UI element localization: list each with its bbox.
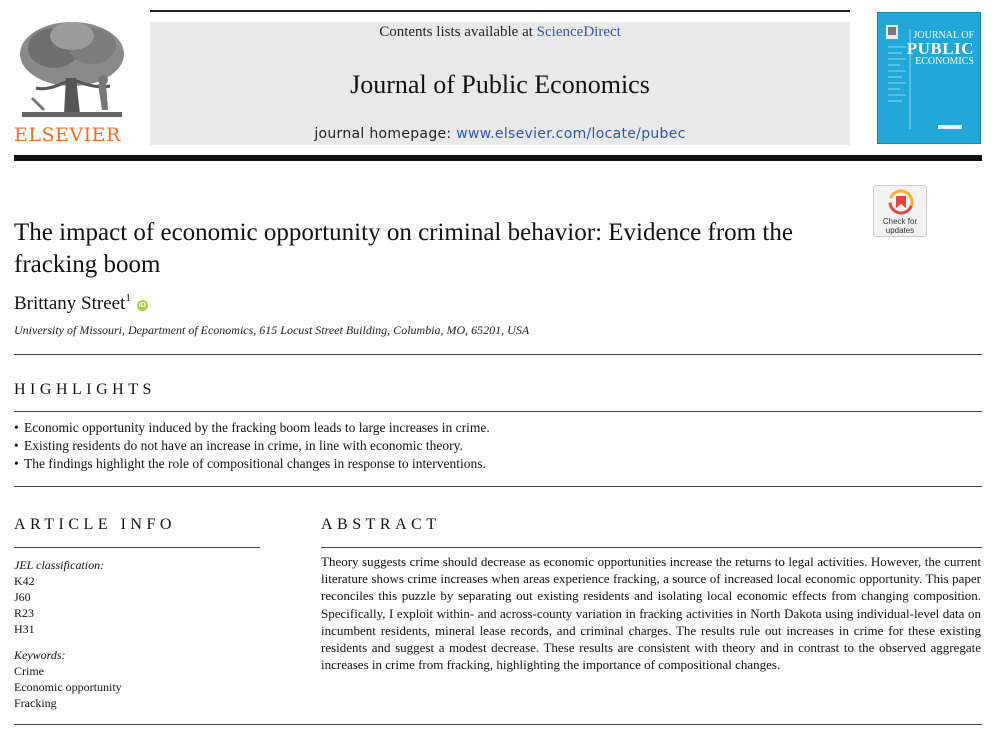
homepage-line	[150, 126, 850, 142]
author-line	[14, 292, 148, 315]
title-divider	[14, 354, 982, 355]
journal-banner	[150, 22, 850, 145]
highlight-text: Economic opportunity induced by the fracking boom leads to large increases in crime.	[24, 420, 490, 435]
check-for-updates-button[interactable]	[873, 185, 927, 237]
elsevier-tree-icon	[14, 18, 130, 122]
bullet-icon: •	[14, 456, 19, 471]
highlights-heading: HIGHLIGHTS	[14, 381, 156, 398]
cover-title	[904, 29, 974, 68]
article-info-heading: ARTICLE INFO	[14, 516, 176, 533]
highlight-text: Existing residents do not have an increase in crime, in line with economic theory.	[24, 438, 463, 453]
bullet-icon: •	[14, 438, 19, 453]
keywords-label: Keywords:	[14, 648, 66, 662]
list-item	[14, 419, 490, 437]
jel-label: JEL classification:	[14, 558, 105, 572]
abstract-heading: ABSTRACT	[321, 516, 441, 533]
jel-code: H31	[14, 622, 35, 636]
jel-code: J60	[14, 590, 31, 604]
highlight-text: The findings highlight the role of compositional changes in response to interventions.	[24, 456, 486, 471]
homepage-prefix: journal homepage:	[314, 126, 457, 142]
list-item	[14, 437, 490, 455]
keyword: Economic opportunity	[14, 680, 122, 694]
jel-code: K42	[14, 574, 35, 588]
cover-line-3: ECONOMICS	[915, 56, 974, 67]
list-item	[14, 455, 490, 473]
author-footnote-marker[interactable]: 1	[125, 292, 131, 304]
elsevier-wordmark: ELSEVIER	[14, 124, 121, 146]
header-divider	[14, 155, 982, 161]
check-for-updates-label: Check for updates	[882, 217, 918, 235]
orcid-icon[interactable]: iD	[138, 302, 146, 309]
jel-code: R23	[14, 606, 35, 620]
bullet-icon: •	[14, 420, 19, 435]
contents-line	[150, 24, 850, 41]
crossmark-icon	[874, 186, 928, 218]
abstract-rule	[321, 547, 982, 548]
sciencedirect-link[interactable]: ScienceDirect	[536, 24, 621, 40]
journal-title[interactable]: Journal of Public Economics	[350, 70, 650, 99]
highlights-top-rule	[14, 411, 982, 412]
bottom-rule	[14, 724, 982, 725]
elsevier-logo[interactable]	[10, 18, 134, 150]
article-info-rule	[14, 547, 260, 548]
article-info	[14, 557, 122, 711]
author-name[interactable]: Brittany Street	[14, 293, 126, 314]
highlights-bottom-rule	[14, 486, 982, 487]
contents-prefix: Contents lists available at	[379, 24, 537, 40]
highlights-list	[14, 419, 490, 473]
paper-title: The impact of economic opportunity on criminal behavior: Evidence from the fracking boom	[14, 219, 793, 278]
cover-line-2: PUBLIC	[906, 39, 974, 58]
journal-cover[interactable]	[877, 12, 981, 144]
keyword: Crime	[14, 664, 44, 678]
abstract-text: Theory suggests crime should decrease as economic opportunities increase the returns to legal activities. However, the current literature shows crime increases when areas experience fracking, a source of increased local economic opportunity. This paper reconciles this puzzle by separating out existing residents and isolating local economic effects from changing composition. Specifically, I exploit within- and across-county variation in fracking activities in North Dakota using individual-level data on incumbent residents, mineral lease records, and criminal charges. The results rule out increases in crime for these existing residents and suggest a modest decrease. These results are consistent with theory and in contrast to the observed aggregate increases in crime from fracking, highlighting the importance of compositional changes.	[321, 554, 981, 673]
cover-line-1: JOURNAL OF	[913, 30, 974, 41]
top-rule	[150, 10, 850, 12]
homepage-link[interactable]: www.elsevier.com/locate/pubec	[456, 126, 686, 142]
keyword: Fracking	[14, 696, 57, 710]
author-affiliation: University of Missouri, Department of Economics, 615 Locust Street Building, Columbia, MO, 65201, USA	[14, 323, 530, 337]
